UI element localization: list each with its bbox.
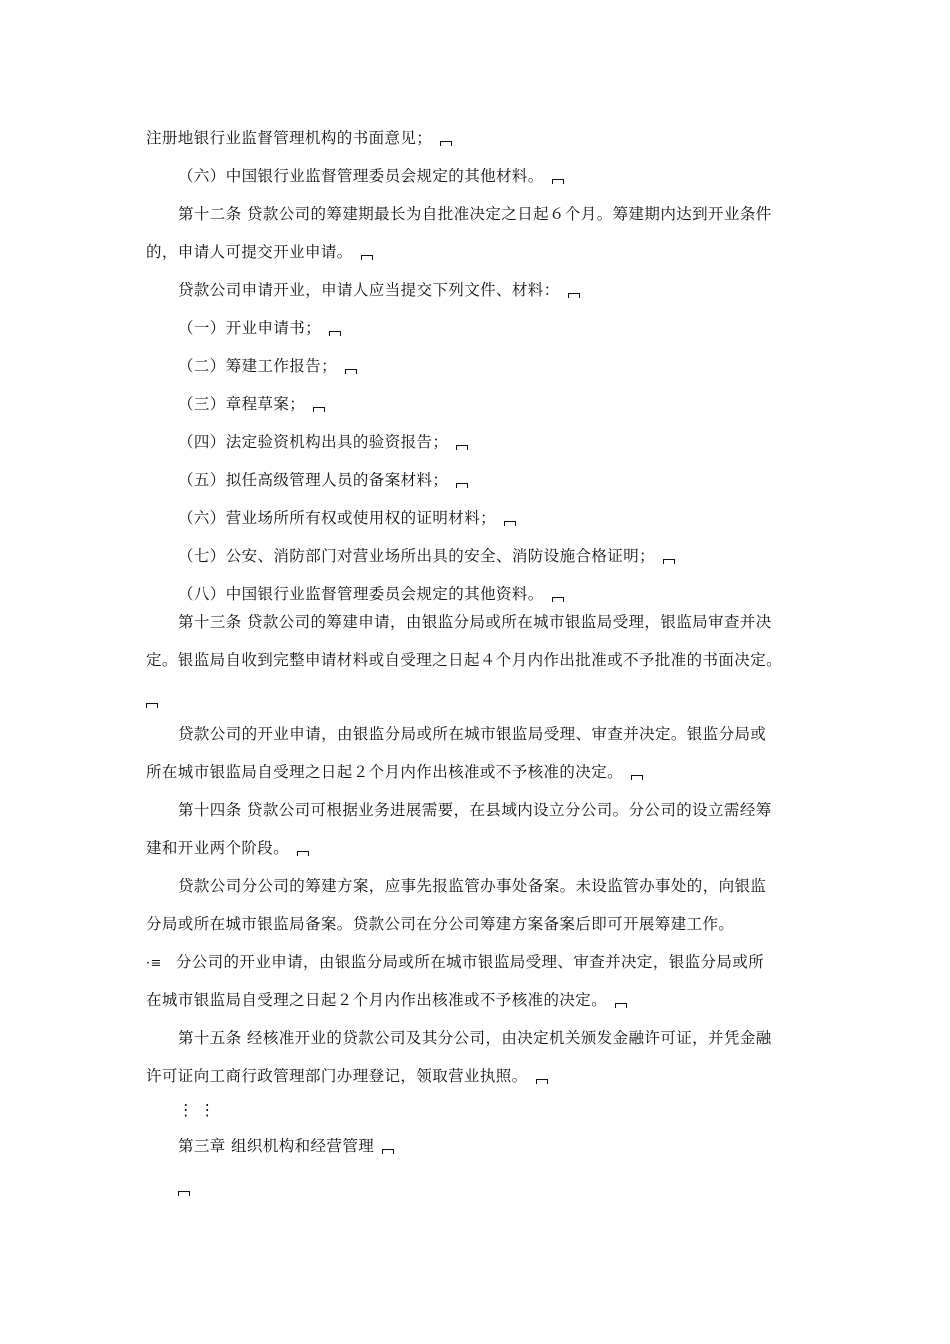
text-line xyxy=(146,1066,548,1086)
line-text: （五）拟任高级管理人员的备案材料； xyxy=(178,471,449,489)
paragraph-mark-icon xyxy=(663,559,675,564)
text-line xyxy=(178,546,675,566)
paragraph-mark-icon xyxy=(297,851,309,856)
paragraph-mark-icon xyxy=(361,255,373,260)
text-line xyxy=(146,242,373,262)
text-line xyxy=(178,356,357,376)
text-line xyxy=(178,432,468,452)
line-text: 分公司的开业申请，由银监分局或所在城市银监局受理、审查并决定，银监分局或所 xyxy=(175,953,765,971)
paragraph-mark-icon xyxy=(313,407,325,412)
line-text: ⋮⋮ xyxy=(178,1101,221,1119)
paragraph-mark-icon xyxy=(552,597,564,602)
text-line xyxy=(178,724,766,744)
paragraph-mark-icon xyxy=(456,483,468,488)
text-line xyxy=(178,612,772,632)
text-line xyxy=(146,914,734,934)
line-text: （四）法定验资机构出具的验资报告； xyxy=(178,433,449,451)
paragraph-mark-icon xyxy=(345,369,357,374)
line-text: （六）中国银行业监督管理委员会规定的其他材料。 xyxy=(178,167,544,185)
text-line xyxy=(178,204,772,224)
line-text: 定。银监局自收到完整申请材料或自受理之日起４个月内作出批准或不予批准的书面决定。 xyxy=(146,651,783,669)
line-text: （一）开业申请书； xyxy=(178,319,322,337)
margin-symbol: ·≡ xyxy=(146,956,162,971)
text-line xyxy=(146,762,643,782)
text-line xyxy=(178,1028,772,1048)
line-text: 第十二条 贷款公司的筹建期最长为自批准决定之日起６个月。筹建期内达到开业条件 xyxy=(178,205,772,223)
text-line xyxy=(146,952,764,974)
line-text: 许可证向工商行政管理部门办理登记，领取营业执照。 xyxy=(146,1067,528,1085)
text-line xyxy=(146,838,309,858)
text-line xyxy=(178,166,564,186)
paragraph-mark-icon xyxy=(536,1079,548,1084)
text-line xyxy=(178,470,468,490)
text-line xyxy=(146,128,452,148)
line-text: 分局或所在城市银监局备案。贷款公司在分公司筹建方案备案后即可开展筹建工作。 xyxy=(146,915,735,933)
line-text: 在城市银监局自受理之日起２个月内作出核准或不予核准的决定。 xyxy=(146,991,608,1009)
line-text: （七）公安、消防部门对营业场所出具的安全、消防设施合格证明； xyxy=(178,547,656,565)
line-text: （六）营业场所所有权或使用权的证明材料； xyxy=(178,509,497,527)
line-text: 贷款公司的开业申请，由银监分局或所在城市银监局受理、审查并决定。银监分局或 xyxy=(178,725,767,743)
text-line xyxy=(178,1136,394,1156)
text-line xyxy=(146,990,627,1010)
line-text: 贷款公司申请开业，申请人应当提交下列文件、材料： xyxy=(178,281,560,299)
paragraph-mark-icon xyxy=(456,445,468,450)
paragraph-mark-icon xyxy=(568,293,580,298)
line-text: 建和开业两个阶段。 xyxy=(146,839,290,857)
paragraph-mark-icon xyxy=(552,179,564,184)
text-line xyxy=(178,876,766,896)
line-text: 的，申请人可提交开业申请。 xyxy=(146,243,353,261)
text-line xyxy=(178,1178,190,1198)
text-line xyxy=(178,394,325,414)
text-line xyxy=(178,280,580,300)
line-text: （八）中国银行业监督管理委员会规定的其他资料。 xyxy=(178,585,544,603)
text-line xyxy=(146,650,782,670)
line-text: 第十五条 经核准开业的贷款公司及其分公司，由决定机关颁发金融许可证，并凭金融 xyxy=(178,1029,772,1047)
text-line xyxy=(178,800,772,820)
line-text: 贷款公司分公司的筹建方案，应事先报监管办事处备案。未设监管办事处的，向银监 xyxy=(178,877,767,895)
text-line xyxy=(146,690,158,710)
paragraph-mark-icon xyxy=(329,331,341,336)
line-text: （三）章程草案； xyxy=(178,395,306,413)
text-line xyxy=(178,508,516,528)
paragraph-mark-icon xyxy=(146,703,158,708)
paragraph-mark-icon xyxy=(615,1003,627,1008)
text-line xyxy=(178,318,341,338)
line-text: 所在城市银监局自受理之日起２个月内作出核准或不予核准的决定。 xyxy=(146,763,624,781)
paragraph-mark-icon xyxy=(631,775,643,780)
line-text: 第十三条 贷款公司的筹建申请，由银监分局或所在城市银监局受理，银监局审查并决 xyxy=(178,613,772,631)
line-text: （二）筹建工作报告； xyxy=(178,357,338,375)
paragraph-mark-icon xyxy=(440,141,452,146)
paragraph-mark-icon xyxy=(504,521,516,526)
line-text: 第十四条 贷款公司可根据业务进展需要，在县域内设立分公司。分公司的设立需经筹 xyxy=(178,801,772,819)
line-text: 第三章 组织机构和经营管理 xyxy=(178,1137,375,1155)
text-line xyxy=(178,584,564,604)
text-line xyxy=(178,1100,221,1120)
paragraph-mark-icon xyxy=(382,1149,394,1154)
paragraph-mark-icon xyxy=(178,1191,190,1196)
line-text: 注册地银行业监督管理机构的书面意见； xyxy=(146,129,433,147)
